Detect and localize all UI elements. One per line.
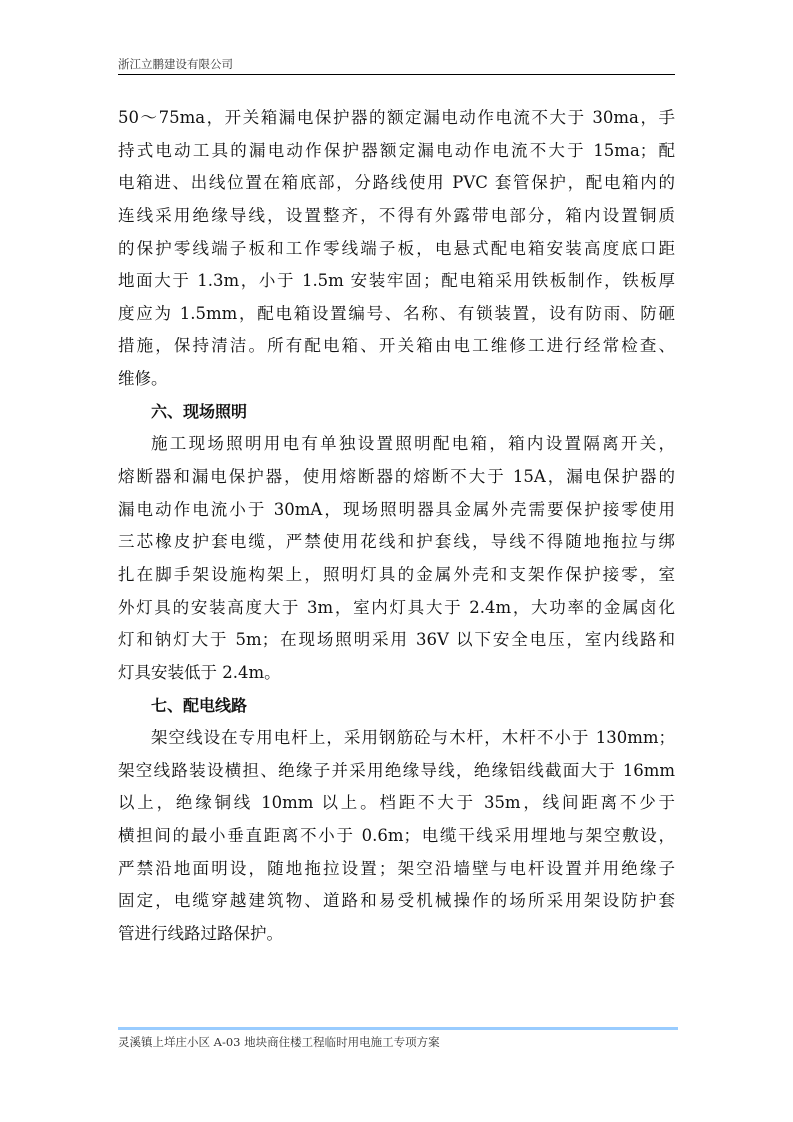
text-line: 措施，保持清洁。所有配电箱、开关箱由电工维修工进行经常检查、 <box>118 336 675 356</box>
footer-divider <box>118 1027 678 1030</box>
text-line: 电箱进、出线位置在箱底部，分路线使用 PVC 套管保护，配电箱内的 <box>118 173 675 193</box>
text-line: 持式电动工具的漏电动作保护器额定漏电动作电流不大于 15ma；配 <box>118 140 675 160</box>
text-line: 地面大于 1.3m，小于 1.5m 安装牢固；配电箱采用铁板制作，铁板厚 <box>118 271 675 291</box>
text-line: 扎在脚手架设施构架上，照明灯具的金属外壳和支架作保护接零，室 <box>118 564 675 584</box>
text-line: 的保护零线端子板和工作零线端子板，电悬式配电箱安装高度底口距 <box>118 238 675 258</box>
text-line: 管进行线路过路保护。 <box>118 924 283 944</box>
page-footer-title: 灵溪镇上垟庄小区 A-03 地块商住楼工程临时用电施工专项方案 <box>118 1035 440 1049</box>
text-line: 50～75ma，开关箱漏电保护器的额定漏电动作电流不大于 30ma，手 <box>118 108 675 127</box>
text-line: 熔断器和漏电保护器，使用熔断器的熔断不大于 15A，漏电保护器的 <box>118 467 675 487</box>
document-body <box>118 102 675 951</box>
text-line: 固定，电缆穿越建筑物、道路和易受机械操作的场所采用架设防护套 <box>118 891 675 911</box>
page-header-company: 浙江立鹏建设有限公司 <box>118 57 233 71</box>
text-line: 度应为 1.5mm，配电箱设置编号、名称、有锁装置，设有防雨、防砸 <box>118 303 675 323</box>
text-line: 严禁沿地面明设，随地拖拉设置；架空沿墙壁与电杆设置并用绝缘子 <box>118 858 675 878</box>
text-line: 维修。 <box>118 369 168 389</box>
text-line: 以上，绝缘铜线 10mm 以上。档距不大于 35m，线间距离不少于 <box>118 793 675 813</box>
text-line: 外灯具的安装高度大于 3m，室内灯具大于 2.4m，大功率的金属卤化 <box>118 597 675 617</box>
text-line: 连线采用绝缘导线，设置整齐，不得有外露带电部分，箱内设置铜质 <box>118 205 675 225</box>
text-line: 漏电动作电流小于 30mA，现场照明器具金属外壳需要保护接零使用 <box>118 499 675 519</box>
text-line: 架空线路装设横担、绝缘子并采用绝缘导线，绝缘铝线截面大于 16mm <box>118 760 675 780</box>
text-line: 灯具安装低于 2.4m。 <box>118 662 281 682</box>
section-heading: 七、配电线路 <box>151 695 248 715</box>
text-line: 架空线设在专用电杆上，采用钢筋砼与木杆，木杆不小于 130mm； <box>151 728 675 748</box>
section-heading: 六、现场照明 <box>151 401 248 421</box>
header-divider <box>118 74 675 75</box>
text-line: 施工现场照明用电有单独设置照明配电箱，箱内设置隔离开关， <box>151 434 675 454</box>
text-line: 灯和钠灯大于 5m；在现场照明采用 36V 以下安全电压，室内线路和 <box>118 630 675 650</box>
text-line: 横担间的最小垂直距离不小于 0.6m；电缆干线采用埋地与架空敷设， <box>118 826 675 846</box>
text-line: 三芯橡皮护套电缆，严禁使用花线和护套线，导线不得随地拖拉与绑 <box>118 532 675 552</box>
